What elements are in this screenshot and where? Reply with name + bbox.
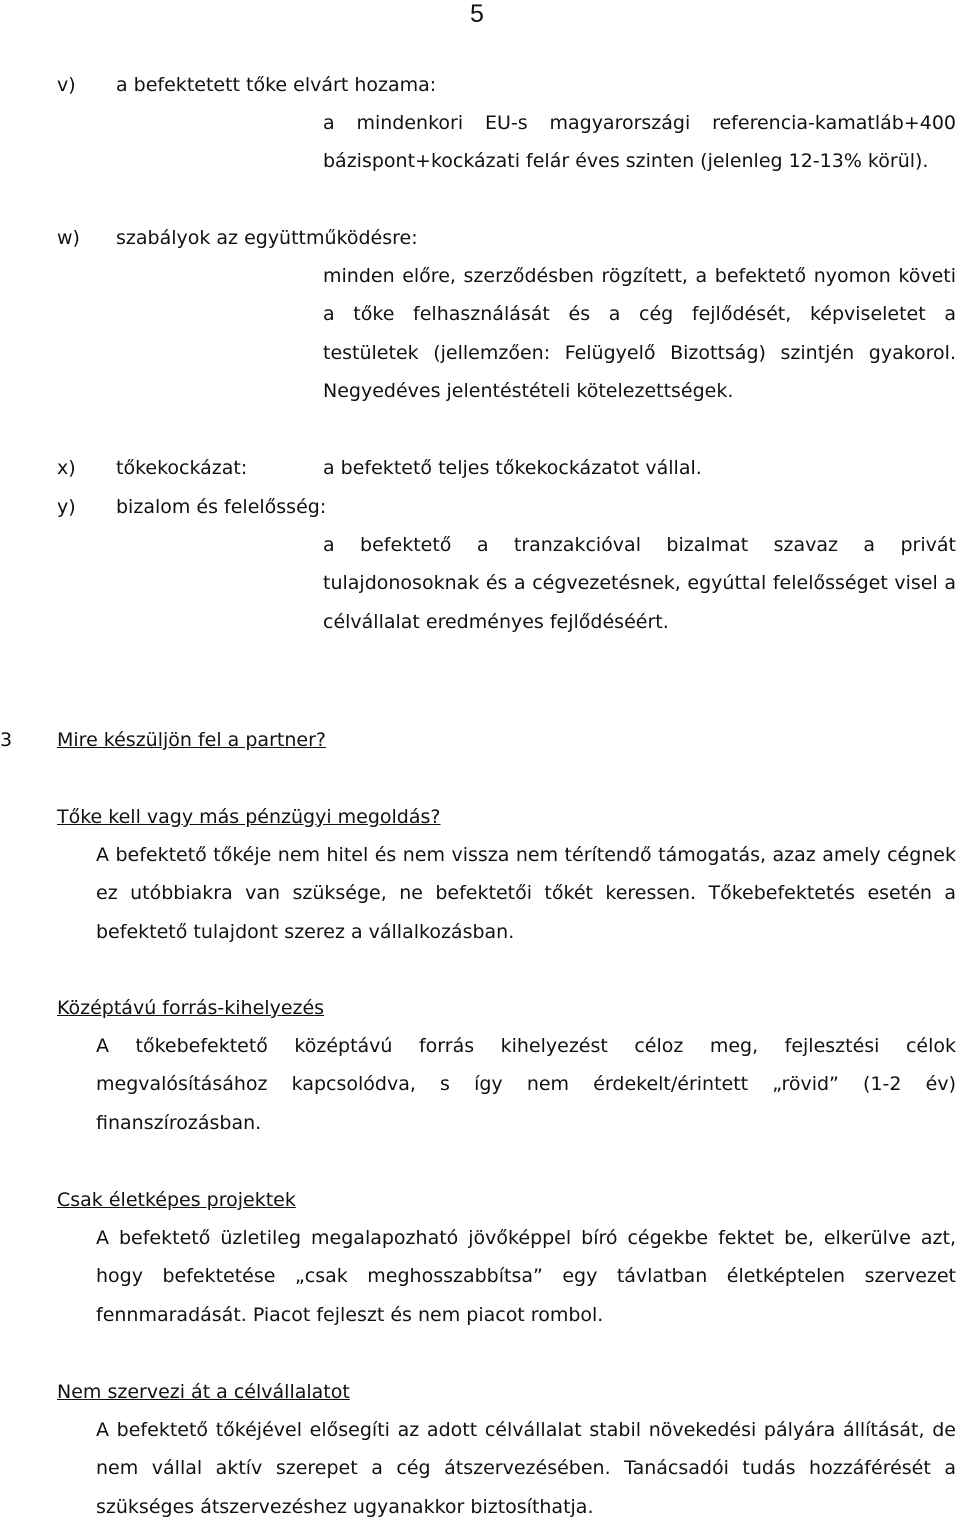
- list-term: a befektetett tőke elvárt hozama:: [116, 74, 437, 96]
- list-term: szabályok az együttműködésre:: [116, 227, 418, 249]
- subsection-heading: Középtávú forrás-kihelyezés: [57, 997, 325, 1019]
- list-term: tőkekockázat:: [116, 457, 248, 479]
- subsection-paragraph: A tőkebefektető középtávú forrás kihelyezést céloz meg, fejlesztési célok megvalósításához kapcsolódva, s így nem érdekelt/érintett „rövid” (1-2 év) finanszírozásban.: [96, 1035, 956, 1134]
- subsection-paragraph: A befektető üzletileg megalapozható jövőképpel bíró cégekbe fektet be, elkerülve azt, hogy befektetése „csak meghosszabbítsa” egy távlatban életképtelen szervezet fennmaradását. Piacot fejleszt és nem piacot rombol.: [96, 1227, 956, 1326]
- list-marker: v): [57, 74, 76, 96]
- section-title: Mire készüljön fel a partner?: [57, 729, 326, 751]
- list-description: a befektető a tranzakcióval bizalmat szavaz a privát tulajdonosoknak és a cégvezetésnek, egyúttal felelősséget visel a célvállalat eredményes fejlődéséért.: [323, 534, 956, 633]
- subsection-paragraph: A befektető tőkéje nem hitel és nem vissza nem térítendő támogatás, azaz amely cégnek ez utóbbiakra van szüksége, ne befektetői tőkét keressen. Tőkebefektetés esetén a befektető tulajdont szerez a vállalkozásban.: [96, 844, 956, 943]
- subsection-heading: Csak életképes projektek: [57, 1189, 296, 1211]
- list-description: minden előre, szerződésben rögzített, a befektető nyomon követi a tőke felhasználását és a cég fejlődését, képviseletet a testületek (jellemzően: Felügyelő Bizottság) szintjén gyakorol. Negyedéves jelentéstételi kötelezettségek.: [323, 265, 956, 403]
- section-number: 3: [0, 729, 13, 751]
- subsection-heading: Tőke kell vagy más pénzügyi megoldás?: [57, 806, 441, 828]
- list-marker: y): [57, 496, 76, 518]
- subsection-paragraph: A befektető tőkéjével elősegíti az adott célvállalat stabil növekedési pályára állítását, de nem vállal aktív szerepet a cég átszervezésében. Tanácsadói tudás hozzáférését a szükséges átszervezéshez ugyanakkor biztosíthatja.: [96, 1419, 956, 1518]
- list-description: a mindenkori EU-s magyarországi referencia-kamatláb+400 bázispont+kockázati felár éves szinten (jelenleg 12-13% körül).: [323, 112, 956, 173]
- list-description: a befektető teljes tőkekockázatot vállal.: [323, 457, 702, 479]
- list-marker: x): [57, 457, 76, 479]
- subsection-heading: Nem szervezi át a célvállalatot: [57, 1381, 350, 1403]
- list-term: bizalom és felelősség:: [116, 496, 327, 518]
- page-number: 5: [470, 0, 484, 28]
- list-marker: w): [57, 227, 80, 249]
